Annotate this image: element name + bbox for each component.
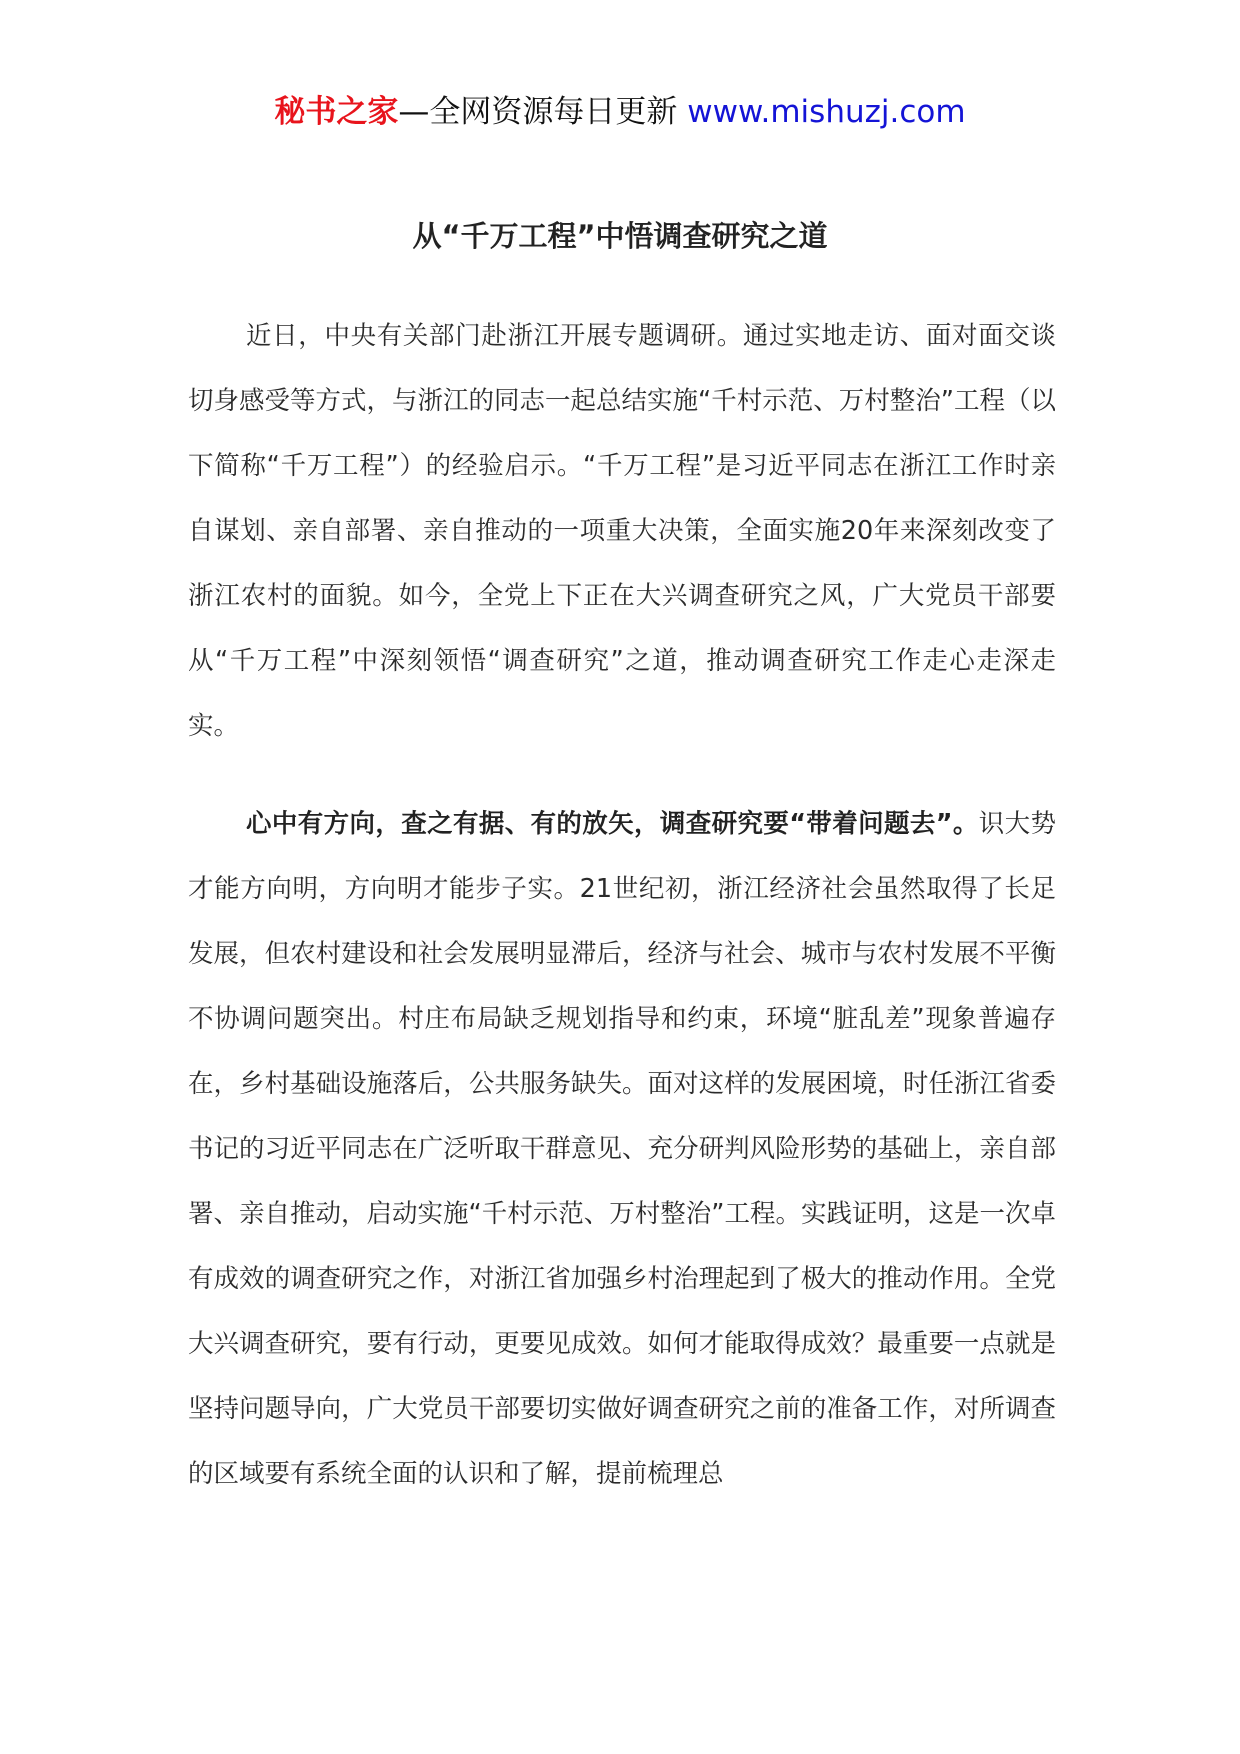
article-title: 从“千万工程”中悟调查研究之道 (412, 219, 828, 253)
paragraph-2-lead-sentence: 心中有方向，查之有据、有的放矢，调查研究要“带着问题去”。 (246, 809, 979, 839)
site-tagline: —全网资源每日更新 (398, 94, 678, 130)
article-paragraph-2 (188, 792, 1056, 1507)
article-paragraph-1: 近日，中央有关部门赴浙江开展专题调研。通过实地走访、面对面交谈切身感受等方式，与浙江的同志一起总结实施“千村示范、万村整治”工程（以下简称“千万工程”）的经验启示。“千万工程”是习近平同志在浙江工作时亲自谋划、亲自部署、亲自推动的一项重大决策，全面实施20年来深刻改变了浙江农村的面貌。如今，全党上下正在大兴调查研究之风，广大党员干部要从“千万工程”中深刻领悟“调查研究”之道，推动调查研究工作走心走深走实。 (188, 321, 1056, 741)
site-header (0, 92, 1240, 132)
site-brand: 秘书之家 (274, 94, 399, 130)
site-url-link[interactable]: www.mishuzj.com (687, 94, 966, 130)
paragraph-2-body: 识大势才能方向明，方向明才能步子实。21世纪初，浙江经济社会虽然取得了长足发展，但农村建设和社会发展明显滞后，经济与社会、城市与农村发展不平衡不协调问题突出。村庄布局缺乏规划指导和约束，环境“脏乱差”现象普遍存在，乡村基础设施落后，公共服务缺失。面对这样的发展困境，时任浙江省委书记的习近平同志在广泛听取干群意见、充分研判风险形势的基础上，亲自部署、亲自推动，启动实施“千村示范、万村整治”工程。实践证明，这是一次卓有成效的调查研究之作，对浙江省加强乡村治理起到了极大的推动作用。全党大兴调查研究，要有行动，更要见成效。如何才能取得成效？最重要一点就是坚持问题导向，广大党员干部要切实做好调查研究之前的准备工作，对所调查的区域要有系统全面的认识和了解，提前梳理总 (188, 809, 1056, 1489)
